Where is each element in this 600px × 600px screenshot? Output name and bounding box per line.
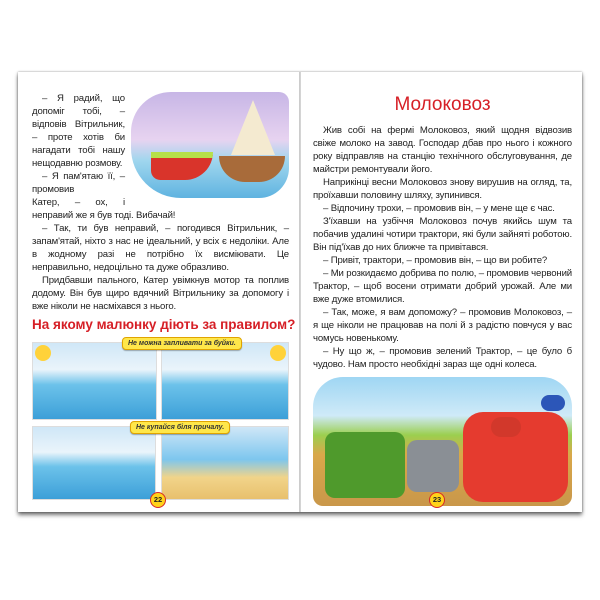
- sail-image: [231, 100, 275, 155]
- paragraph: – Я пам'ятаю її, – промовив: [32, 171, 125, 195]
- beach-picture: [161, 426, 289, 500]
- caption-pier: Не купайся біля причалу.: [130, 421, 230, 434]
- pictures-grid: [32, 336, 289, 506]
- right-page: [301, 72, 582, 512]
- story-title: Молоковоз: [394, 94, 491, 115]
- paragraph: – Відпочину трохи, – промовив він, – у мене ще є час.: [323, 203, 555, 214]
- paragraph: З'їхавши на узбіччя Молоковоз почув якийсь шум та побачив удалині чотири трактори, які були зайняті роботою. Він під'їхав до них ближче та привітався.: [313, 216, 572, 253]
- paragraph: – Так, ти був неправий, – погодився Вітрильник, – запам'ятай, ніхто з нас не ідеальний, у всіх є недоліки. Але в жодному разі не потрібно їх висміювати. Це неправильно, недоцільно та дуже образливо.: [32, 223, 289, 273]
- paragraph: – Ми розкидаємо добрива по полю, – промовив червоний Трактор, – щоб восени отримати добрий урожай. Але ми вже дуже втомилися.: [313, 268, 572, 305]
- paragraph: – Я радий, що допоміг тобі, – відповів Вітрильник, – проте хотів би нагадати тобі нашу нещодавню розмову.: [32, 93, 125, 169]
- paragraph: – Так, може, я вам допоможу? – промовив Молоковоз, – я ще ніколи не працював на полі й з радістю повчуся у вас чомусь новенькому.: [313, 307, 572, 344]
- paragraph: Наприкінці весни Молоковоз знову вирушив на огляд, та, проїхавши половину шляху, зупинився.: [313, 177, 572, 201]
- blue-tractor-image: [541, 395, 565, 411]
- paragraph: – Привіт, трактори, – промовив він, – що ви робите?: [323, 255, 548, 266]
- farm-illustration: [313, 377, 572, 506]
- page-number: 23: [429, 492, 445, 508]
- gray-tractor-image: [407, 440, 459, 492]
- swimming-picture-2: [161, 342, 289, 420]
- open-book: [18, 72, 582, 512]
- swimming-picture-1: [32, 342, 157, 420]
- page-number: 22: [150, 492, 166, 508]
- red-tractor-image: [491, 417, 521, 437]
- pier-picture: [32, 426, 156, 500]
- question-heading: На якому малюнку діють за правилом?: [32, 317, 296, 332]
- paragraph: – Ну що ж, – промовив зелений Трактор, – це було б чудово. Нам просто необхідні зараз ще одні колеса.: [313, 346, 572, 370]
- left-page: [18, 72, 299, 512]
- sun-icon: [270, 345, 286, 361]
- motorboat-image: [151, 152, 213, 180]
- sun-icon: [35, 345, 51, 361]
- sailboat-image: [219, 156, 285, 182]
- caption-buoys: Не можна запливати за буйки.: [122, 337, 242, 350]
- green-tractor-image: [325, 432, 405, 498]
- story-text: [313, 124, 572, 371]
- story-text: [32, 92, 289, 313]
- boats-illustration: [131, 92, 289, 198]
- paragraph: Катер, – ох, і неправий же я був тоді. Вибачай!: [32, 197, 176, 221]
- paragraph: Жив собі на фермі Молоковоз, який щодня відвозив свіже молоко на завод. Господар дбав про нього і кожного року відправляв на станцію технічного обслуговування, де майстри ремонтували його.: [313, 125, 572, 175]
- paragraph: Придбавши пального, Катер увімкнув мотор та поплив додому. Він був щиро вдячний Вітрильнику за допомогу і вже ніколи не насміхався з нього.: [32, 275, 289, 312]
